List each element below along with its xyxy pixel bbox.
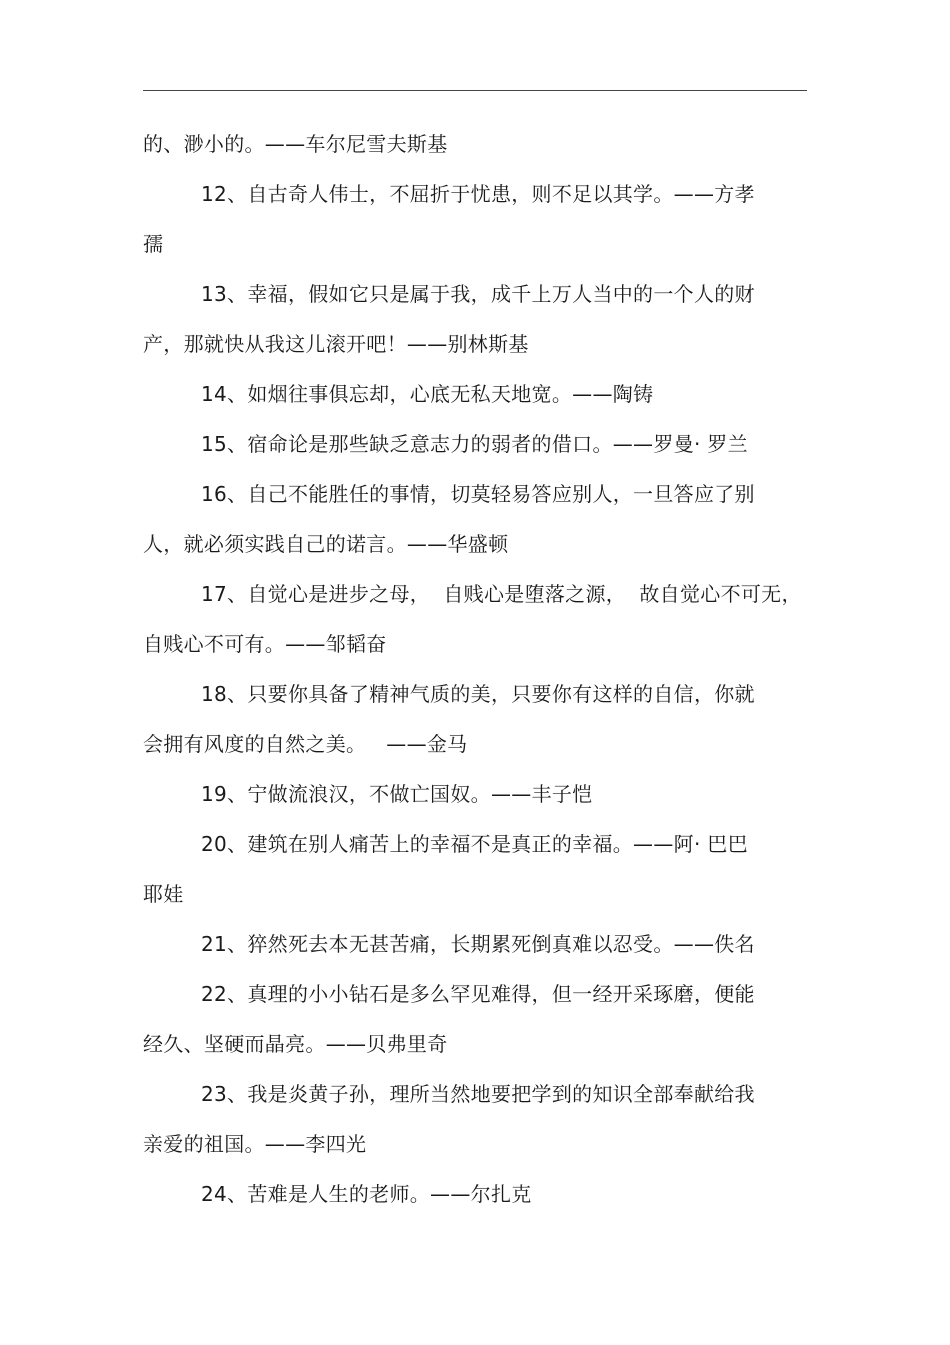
text-line: 的、渺小的。——车尔尼雪夫斯基 xyxy=(143,132,448,156)
quote-20-line-1: 20、建筑在别人痛苦上的幸福不是真正的幸福。——阿· 巴巴 xyxy=(201,832,748,856)
quote-12-line-2: 孺 xyxy=(143,232,164,256)
quote-23-line-1: 23、我是炎黄子孙，理所当然地要把学到的知识全部奉献给我 xyxy=(201,1082,755,1106)
quote-13-line-1: 13、幸福，假如它只是属于我，成千上万人当中的一个人的财 xyxy=(201,282,755,306)
quote-16-line-1: 16、自己不能胜任的事情，切莫轻易答应别人，一旦答应了别 xyxy=(201,482,755,506)
quote-24: 24、苦难是人生的老师。——尔扎克 xyxy=(201,1182,532,1206)
quote-17-line-2: 自贱心不可有。——邹韬奋 xyxy=(143,632,387,656)
header-rule xyxy=(143,90,807,91)
quote-18-line-2: 会拥有风度的自然之美。 ——金马 xyxy=(143,732,468,756)
quote-15: 15、宿命论是那些缺乏意志力的弱者的借口。——罗曼· 罗兰 xyxy=(201,432,748,456)
quote-22-line-2: 经久、坚硬而晶亮。——贝弗里奇 xyxy=(143,1032,448,1056)
quote-18-line-1: 18、只要你具备了精神气质的美，只要你有这样的自信，你就 xyxy=(201,682,755,706)
quote-14: 14、如烟往事俱忘却，心底无私天地宽。——陶铸 xyxy=(201,382,654,406)
quote-20-line-2: 耶娃 xyxy=(143,882,184,906)
quote-22-line-1: 22、真理的小小钻石是多么罕见难得，但一经开采琢磨，便能 xyxy=(201,982,755,1006)
quote-13-line-2: 产，那就快从我这儿滚开吧！——别林斯基 xyxy=(143,332,529,356)
quote-19: 19、宁做流浪汉，不做亡国奴。——丰子恺 xyxy=(201,782,593,806)
quote-21: 21、猝然死去本无甚苦痛，长期累死倒真难以忍受。——佚名 xyxy=(201,932,755,956)
quote-12-line-1: 12、自古奇人伟士，不屈折于忧患，则不足以其学。——方孝 xyxy=(201,182,755,206)
quote-17-line-1: 17、自觉心是进步之母， 自贱心是堕落之源， 故自觉心不可无， xyxy=(201,582,802,606)
quote-16-line-2: 人，就必须实践自己的诺言。——华盛顿 xyxy=(143,532,509,556)
quote-23-line-2: 亲爱的祖国。——李四光 xyxy=(143,1132,367,1156)
